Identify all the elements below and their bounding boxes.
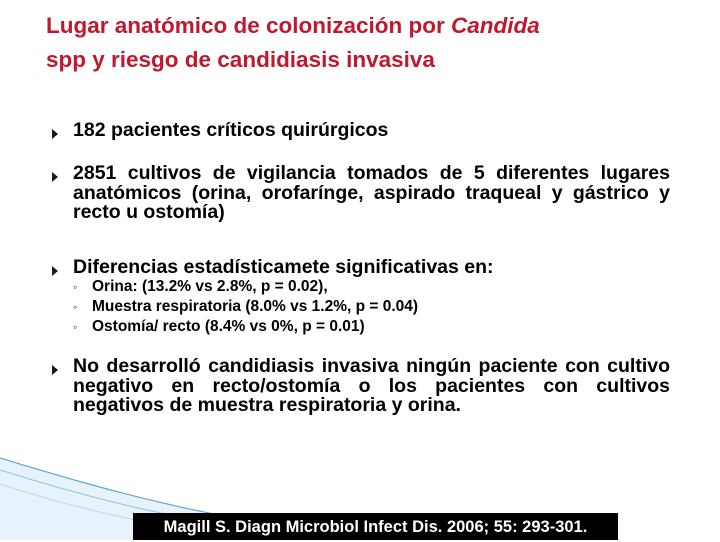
ring-icon: ◦ <box>73 300 78 314</box>
triangle-right-icon <box>52 129 58 139</box>
citation-box: Magill S. Diagn Microbiol Infect Dis. 2006; 55: 293-301. <box>133 513 618 540</box>
ring-icon: ◦ <box>73 320 78 334</box>
bullet-text: No desarrolló candidiasis invasiva ningún paciente con cultivo negativo en recto/ostomía o los pacientes con cultivos negativos de muestra respiratoria y orina. <box>73 355 670 416</box>
bullet-text: 2851 cultivos de vigilancia tomados de 5 diferentes lugares anatómicos (orina, orofarínge, aspirado traqueal y gástrico y recto u ostomía) <box>73 162 670 223</box>
title-line1-prefix: Lugar anatómico de colonización por <box>46 13 452 38</box>
title-line1-italic: Candida <box>451 13 540 38</box>
sub-bullet-text: Muestra respiratoria (8.0% vs 1.2%, p = 0.04) <box>92 298 419 315</box>
ring-icon: ◦ <box>73 280 78 294</box>
bullet-text: 182 pacientes críticos quirúrgicos <box>73 119 389 141</box>
triangle-right-icon <box>52 172 58 182</box>
sub-bullet-text: Ostomía/ recto (8.4% vs 0%, p = 0.01) <box>92 318 365 335</box>
triangle-right-icon <box>52 266 58 276</box>
sub-bullet-text: Orina: (13.2% vs 2.8%, p = 0.02), <box>92 278 328 295</box>
title-line2: spp y riesgo de candidiasis invasiva <box>46 47 435 72</box>
bullet-text: Diferencias estadísticamete significativas en: <box>73 256 494 278</box>
slide-title <box>46 9 706 77</box>
triangle-right-icon <box>52 365 58 375</box>
